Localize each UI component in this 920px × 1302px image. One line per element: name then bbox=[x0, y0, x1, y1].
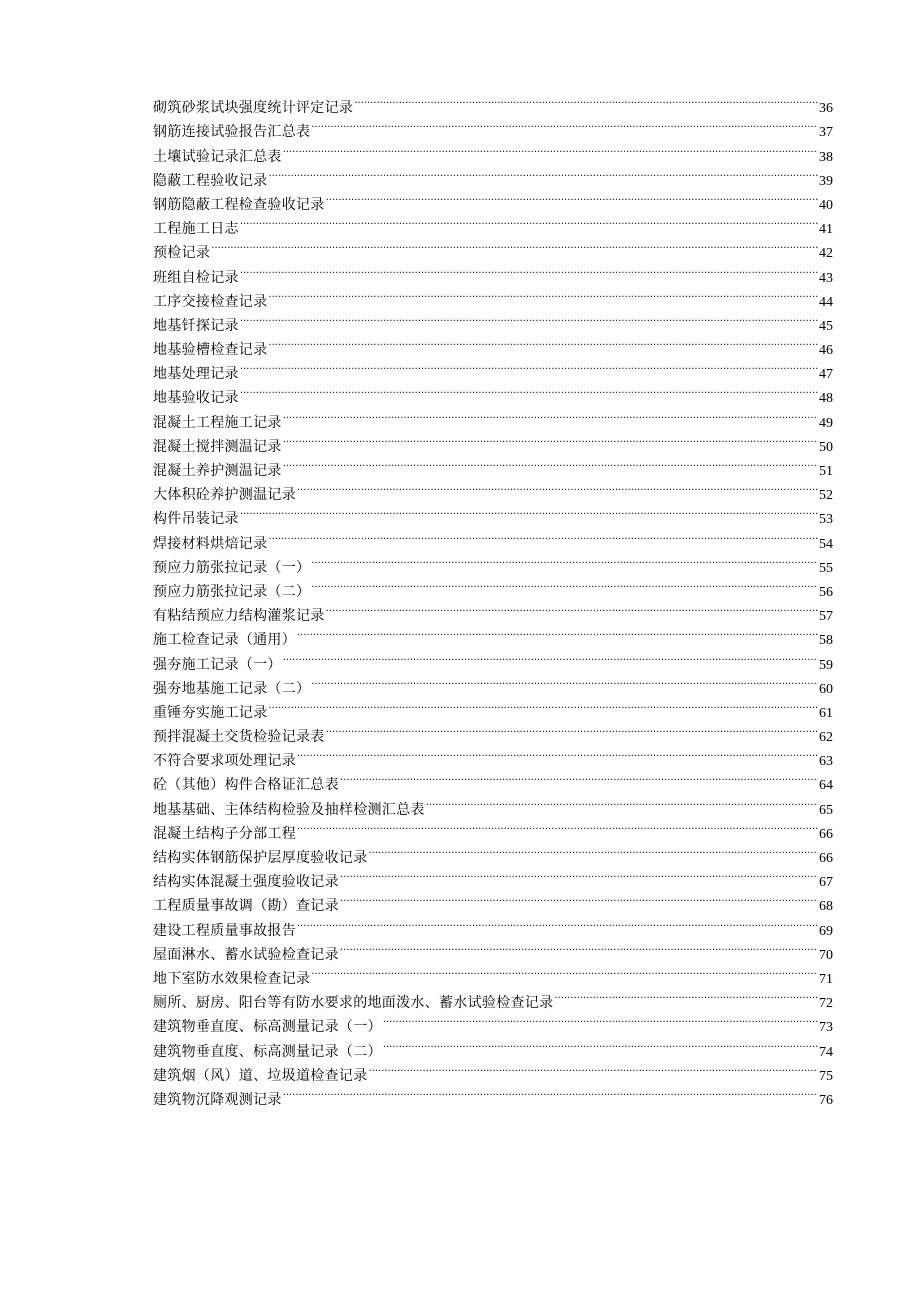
toc-dot-leader bbox=[283, 451, 818, 475]
toc-entry-title: 不符合要求项处理记录 bbox=[153, 753, 296, 770]
toc-entry-title: 班组自检记录 bbox=[153, 269, 239, 286]
toc-entry-title: 大体积砼养护测温记录 bbox=[153, 487, 296, 504]
toc-entry-title: 结构实体钢筋保护层厚度验收记录 bbox=[153, 850, 368, 866]
toc-entry-page-number: 71 bbox=[819, 971, 833, 987]
toc-entry-title: 工程施工日志 bbox=[153, 221, 239, 238]
toc-dot-leader bbox=[268, 693, 818, 717]
toc-dot-leader bbox=[283, 427, 818, 451]
toc-dot-leader bbox=[383, 1007, 818, 1031]
toc-entry-page-number: 66 bbox=[819, 851, 833, 866]
toc-entry-page-number: 59 bbox=[819, 657, 833, 673]
toc-entry-title: 结构实体混凝土强度验收记录 bbox=[153, 874, 339, 891]
toc-entry-title: 地基验收记录 bbox=[153, 390, 239, 407]
toc-entry[interactable] bbox=[153, 88, 833, 117]
toc-entry-page-number: 51 bbox=[819, 464, 833, 479]
toc-entry-title: 钢筋隐蔽工程检查验收记录 bbox=[153, 196, 325, 213]
toc-dot-leader bbox=[283, 136, 818, 160]
toc-entry-title: 隐蔽工程验收记录 bbox=[153, 172, 268, 189]
toc-dot-leader bbox=[426, 789, 818, 813]
toc-entry-title: 工序交接检查记录 bbox=[153, 293, 268, 310]
toc-entry-page-number: 64 bbox=[819, 778, 833, 794]
toc-entry-page-number: 38 bbox=[819, 149, 833, 165]
toc-entry-title: 地下室防水效果检查记录 bbox=[153, 970, 311, 987]
toc-entry-title: 预应力筋张拉记录（一） bbox=[153, 559, 311, 576]
toc-entry-page-number: 43 bbox=[819, 270, 833, 286]
toc-entry-page-number: 41 bbox=[819, 222, 833, 238]
toc-dot-leader bbox=[240, 499, 818, 523]
toc-dot-leader bbox=[311, 112, 818, 136]
toc-dot-leader bbox=[283, 644, 818, 668]
toc-dot-leader bbox=[297, 910, 818, 934]
toc-entry-title: 预检记录 bbox=[153, 245, 211, 262]
toc-dot-leader bbox=[297, 814, 818, 838]
toc-entry[interactable] bbox=[153, 378, 833, 407]
toc-entry-title: 建设工程质量事故报告 bbox=[153, 922, 296, 939]
toc-entry-page-number: 42 bbox=[819, 246, 833, 262]
toc-dot-leader bbox=[268, 523, 818, 547]
toc-entry-title: 混凝土养护测温记录 bbox=[153, 463, 282, 479]
toc-entry-page-number: 50 bbox=[819, 439, 833, 455]
toc-dot-leader bbox=[369, 1056, 819, 1080]
toc-entry-page-number: 65 bbox=[819, 802, 833, 818]
toc-dot-leader bbox=[354, 88, 818, 112]
toc-dot-leader bbox=[283, 402, 818, 426]
toc-entry-title: 地基验槽检查记录 bbox=[153, 342, 268, 359]
toc-dot-leader bbox=[297, 620, 818, 644]
toc-entry[interactable] bbox=[153, 209, 833, 238]
toc-entry-title: 构件吊装记录 bbox=[153, 511, 239, 528]
toc-entry-page-number: 75 bbox=[819, 1068, 833, 1084]
toc-entry-page-number: 76 bbox=[819, 1092, 833, 1108]
toc-entry-title: 工程质量事故调（勘）查记录 bbox=[153, 898, 339, 915]
toc-entry-page-number: 60 bbox=[819, 681, 833, 697]
toc-entry-page-number: 53 bbox=[819, 512, 833, 528]
toc-entry-title: 地基基础、主体结构检验及抽样检测汇总表 bbox=[153, 801, 425, 818]
toc-entry-page-number: 48 bbox=[819, 391, 833, 407]
toc-dot-leader bbox=[326, 185, 818, 209]
toc-entry[interactable] bbox=[153, 233, 833, 262]
toc-entry[interactable] bbox=[153, 402, 833, 431]
toc-entry-page-number: 45 bbox=[819, 318, 833, 334]
toc-dot-leader bbox=[240, 209, 818, 233]
toc-dot-leader bbox=[297, 741, 818, 765]
toc-entry[interactable] bbox=[153, 306, 833, 334]
toc-entry-title: 建筑物垂直度、标高测量记录（二） bbox=[153, 1043, 382, 1060]
toc-entry-page-number: 63 bbox=[819, 754, 833, 770]
toc-entry-title: 施工检查记录（通用） bbox=[153, 632, 296, 649]
toc-entry-page-number: 55 bbox=[819, 560, 833, 576]
toc-dot-leader bbox=[283, 1080, 818, 1104]
toc-dot-leader bbox=[326, 717, 818, 741]
toc-entry-title: 建筑烟（风）道、垃圾道检查记录 bbox=[153, 1067, 368, 1084]
toc-entry-title: 钢筋连接试验报告汇总表 bbox=[153, 124, 311, 141]
toc-entry-title: 地基处理记录 bbox=[153, 366, 239, 383]
toc-entry-title: 混凝土工程施工记录 bbox=[153, 414, 282, 431]
toc-entry-title: 预拌混凝土交货检验记录表 bbox=[153, 729, 325, 746]
toc-entry-page-number: 52 bbox=[819, 488, 833, 504]
toc-entry-page-number: 47 bbox=[819, 367, 833, 383]
toc-entry-title: 砼（其他）构件合格证汇总表 bbox=[153, 777, 339, 794]
toc-dot-leader bbox=[240, 354, 818, 378]
toc-entry-page-number: 36 bbox=[819, 101, 833, 117]
toc-entry-page-number: 68 bbox=[819, 899, 833, 915]
toc-dot-leader bbox=[311, 572, 818, 596]
toc-dot-leader bbox=[340, 765, 818, 789]
toc-entry-page-number: 54 bbox=[819, 536, 833, 552]
toc-entry-title: 强夯施工记录（一） bbox=[153, 656, 282, 673]
toc-dot-leader bbox=[311, 959, 818, 983]
toc-entry[interactable] bbox=[153, 499, 833, 528]
toc-entry-title: 混凝土结构子分部工程 bbox=[153, 825, 296, 842]
toc-dot-leader bbox=[383, 1031, 818, 1055]
toc-entry-page-number: 73 bbox=[819, 1020, 833, 1036]
toc-entry-title: 砌筑砂浆试块强度统计评定记录 bbox=[153, 100, 354, 117]
toc-entry-title: 土壤试验记录汇总表 bbox=[153, 148, 282, 165]
toc-entry-page-number: 46 bbox=[819, 343, 833, 359]
toc-entry[interactable] bbox=[153, 523, 833, 552]
toc-entry-title: 建筑物垂直度、标高测量记录（一） bbox=[153, 1019, 382, 1036]
toc-entry-title: 有粘结预应力结构灌浆记录 bbox=[153, 608, 325, 625]
toc-entry-page-number: 44 bbox=[819, 294, 833, 310]
toc-dot-leader bbox=[240, 257, 818, 281]
toc-dot-leader bbox=[268, 282, 818, 306]
toc-entry-title: 厕所、厨房、阳台等有防水要求的地面泼水、蓄水试验检查记录 bbox=[153, 995, 554, 1012]
toc-dot-leader bbox=[297, 475, 818, 499]
toc-entry-page-number: 40 bbox=[819, 197, 833, 213]
toc-entry-title: 预应力筋张拉记录（二） bbox=[153, 583, 311, 600]
toc-entry-title: 焊接材料烘焙记录 bbox=[153, 535, 268, 552]
toc-entry-title: 强夯地基施工记录（二） bbox=[153, 680, 311, 697]
toc-dot-leader bbox=[340, 862, 818, 886]
toc-entry-page-number: 37 bbox=[819, 125, 833, 141]
toc-entry-page-number: 72 bbox=[819, 996, 833, 1012]
toc-entry-title: 重锤夯实施工记录 bbox=[153, 704, 268, 721]
toc-entry-page-number: 74 bbox=[819, 1044, 833, 1060]
toc-entry[interactable] bbox=[153, 257, 833, 286]
toc-entry-page-number: 70 bbox=[819, 947, 833, 963]
toc-dot-leader bbox=[268, 330, 818, 354]
toc-entry-page-number: 62 bbox=[819, 730, 833, 746]
toc-dot-leader bbox=[311, 669, 818, 693]
toc-entry-page-number: 67 bbox=[819, 875, 833, 891]
table-of-contents bbox=[153, 88, 833, 1108]
toc-entry-page-number: 57 bbox=[819, 609, 833, 625]
toc-dot-leader bbox=[326, 596, 818, 620]
toc-entry-title: 混凝土搅拌测温记录 bbox=[153, 438, 282, 455]
toc-entry[interactable] bbox=[153, 354, 833, 383]
toc-dot-leader bbox=[554, 983, 818, 1007]
toc-entry-page-number: 66 bbox=[819, 826, 833, 842]
toc-entry-page-number: 56 bbox=[819, 584, 833, 600]
toc-dot-leader bbox=[311, 548, 818, 572]
toc-entry-page-number: 61 bbox=[819, 705, 833, 721]
toc-entry-title: 地基钎探记录 bbox=[153, 317, 239, 334]
toc-dot-leader bbox=[340, 886, 818, 910]
toc-entry-page-number: 39 bbox=[819, 173, 833, 189]
toc-dot-leader bbox=[369, 838, 819, 862]
toc-dot-leader bbox=[240, 378, 818, 402]
toc-entry-page-number: 69 bbox=[819, 923, 833, 939]
toc-dot-leader bbox=[211, 233, 818, 257]
toc-entry-title: 屋面淋水、蓄水试验检查记录 bbox=[153, 946, 339, 963]
toc-dot-leader bbox=[240, 306, 818, 330]
toc-dot-leader bbox=[340, 935, 818, 959]
toc-dot-leader bbox=[268, 161, 818, 185]
toc-entry[interactable] bbox=[153, 330, 833, 359]
toc-entry[interactable] bbox=[153, 282, 833, 310]
toc-entry-title: 建筑物沉降观测记录 bbox=[153, 1091, 282, 1108]
toc-entry-page-number: 49 bbox=[819, 415, 833, 431]
toc-entry-page-number: 58 bbox=[819, 633, 833, 649]
